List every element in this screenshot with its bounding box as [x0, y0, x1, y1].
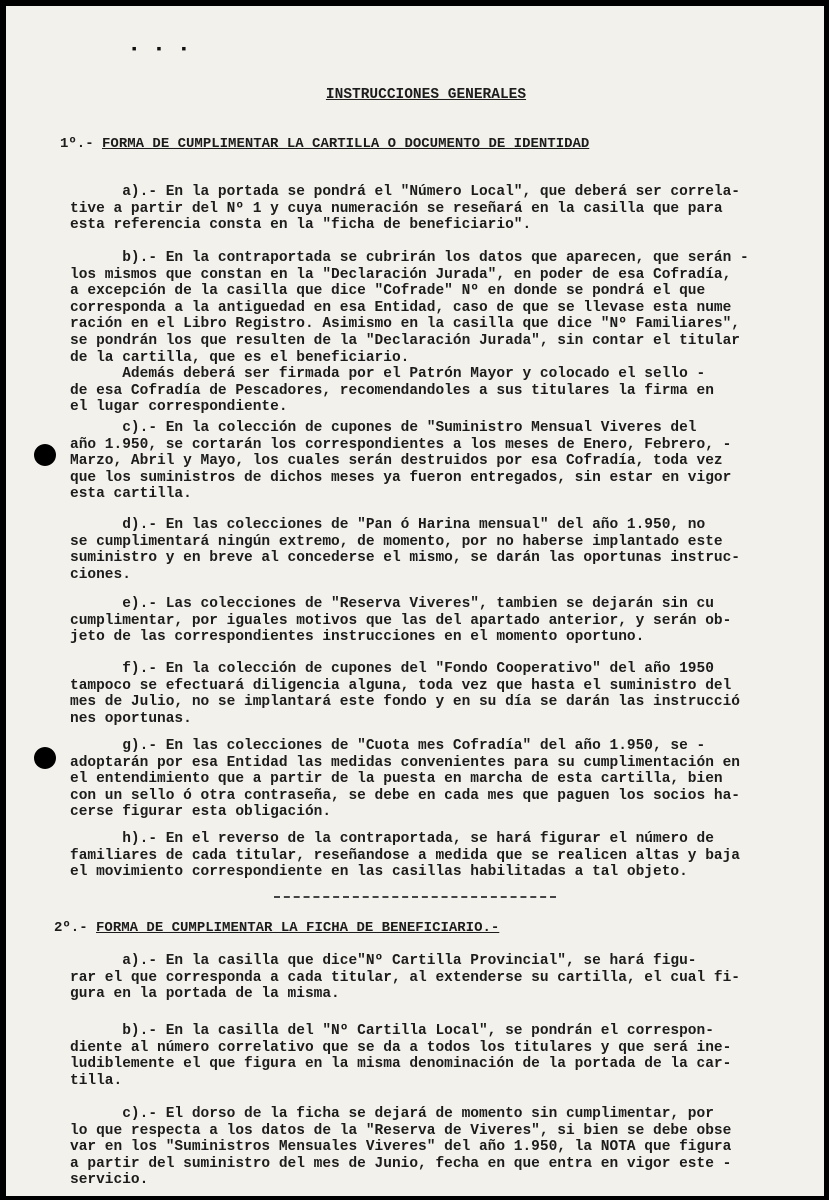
section2-paragraph-a: a).- En la casilla que dice"Nº Cartilla Provincial", se hará figu- rar el que corresponda a cada titular, al extenderse su cartilla, el cual fi- gura en la portada de la misma.	[70, 953, 741, 1003]
document-title: INSTRUCCIONES GENERALES	[325, 87, 527, 103]
section1-paragraph-a: a).- En la portada se pondrá el "Número Local", que deberá ser correla- tive a partir del Nº 1 y cuya numeración se reseñará en la casilla que para esta referencia consta en la "ficha de beneficiario".	[70, 184, 741, 234]
section1-paragraph-b: b).- En la contraportada se cubrirán los datos que aparecen, que serán - los mismos que constan en la "Declaración Jurada", en poder de esa Cofradía, a excepción de la casilla que dice "Cofrade" Nº en donde se pondrá el que corresponda a la antiguedad en esa Entidad, caso de que se llevase esta nume ración en el Libro Registro. Asimismo en la casilla que dice "Nº Familiares", se pondrán los que resulten de la "Declaración Jurada", sin contar el titular de la cartilla, que es el beneficiario. Además deberá ser firmada por el Patrón Mayor y colocado el sello - de esa Cofradía de Pescadores, recomendandoles a sus titulares la firma en el lugar correspondiente.	[70, 250, 749, 416]
document-page	[6, 6, 824, 1196]
section2-number: 2º.-	[54, 920, 88, 936]
section2-heading	[54, 920, 499, 936]
section2-paragraph-b: b).- En la casilla del "Nº Cartilla Local", se pondrán el correspon- diente al número correlativo que se da a todos los titulares y que será ine- ludiblemente el que figura en la misma denominación de la portada de la car- tilla.	[70, 1023, 732, 1089]
section1-paragraph-c: c).- En la colección de cupones de "Suministro Mensual Viveres del año 1.950, se cortarán los correspondientes a los meses de Enero, Febrero, - Marzo, Abril y Mayo, los cuales serán destruidos por esa Cofradía, toda vez que los suministros de dichos meses ya fueron entregados, sin estar en vigor esta cartilla.	[70, 420, 732, 503]
section1-paragraph-h: h).- En el reverso de la contraportada, se hará figurar el número de familiares de cada titular, reseñandose a medida que se realicen altas y baja el movimiento correspondiente en las casillas habilitadas a tal objeto.	[70, 831, 741, 881]
section1-title: FORMA DE CUMPLIMENTAR LA CARTILLA O DOCUMENTO DE IDENTIDAD	[102, 136, 590, 152]
top-marks: ▪ ▪ ▪	[130, 42, 193, 58]
punch-hole	[34, 747, 56, 769]
section2-paragraph-c: c).- El dorso de la ficha se dejará de momento sin cumplimentar, por lo que respecta a los datos de la "Reserva de Viveres", si bien se debe obse var en los "Suministros Mensuales Viveres" del año 1.950, la NOTA que figura a partir del suministro del mes de Junio, fecha en que entra en vigor este - servicio.	[70, 1106, 732, 1189]
section1-number: 1º.-	[60, 136, 94, 152]
section1-paragraph-f: f).- En la colección de cupones del "Fondo Cooperativo" del año 1950 tampoco se efectuará diligencia alguna, toda vez que hasta el suministro del mes de Julio, no se implantará este fondo y en su día se darán las instrucció nes oportunas.	[70, 661, 741, 727]
section1-heading	[60, 136, 589, 152]
section-separator	[274, 896, 556, 901]
section2-title: FORMA DE CUMPLIMENTAR LA FICHA DE BENEFICIARIO.-	[96, 920, 500, 936]
section1-paragraph-g: g).- En las colecciones de "Cuota mes Cofradía" del año 1.950, se - adoptarán por esa Entidad las medidas convenientes para su cumplimentación en el entendimiento que a partir de la puesta en marcha de esta cartilla, bien con un sello ó otra contraseña, se debe en cada mes que paguen los socios ha- cerse figurar esta obligación.	[70, 738, 741, 821]
section1-paragraph-d: d).- En las colecciones de "Pan ó Harina mensual" del año 1.950, no se cumplimentará ningún extremo, de momento, por no haberse implantado este suministro y en breve al concederse el mismo, se darán las oportunas instruc- ciones.	[70, 517, 741, 583]
punch-hole	[34, 444, 56, 466]
section1-paragraph-e: e).- Las colecciones de "Reserva Viveres", tambien se dejarán sin cu cumplimentar, por iguales motivos que las del apartado anterior, y serán ob- jeto de las correspondientes instrucciones en el momento oportuno.	[70, 596, 732, 646]
